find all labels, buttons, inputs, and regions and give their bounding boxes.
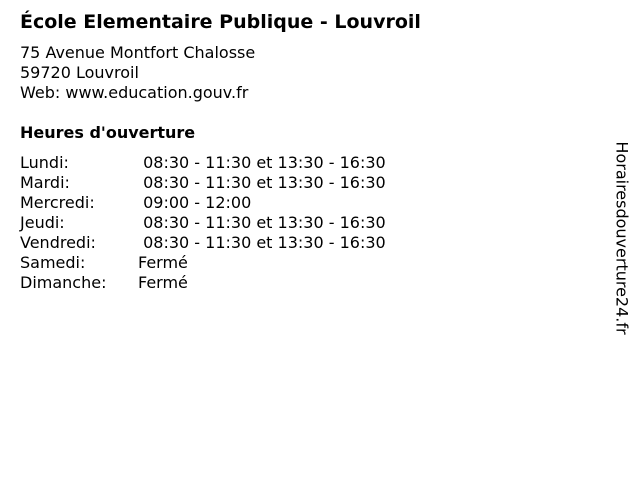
hours-row-lundi	[20, 153, 386, 173]
time-value: 08:30 - 11:30 et 13:30 - 16:30	[138, 153, 386, 172]
hours-row-samedi	[20, 253, 386, 273]
time-value: 08:30 - 11:30 et 13:30 - 16:30	[138, 213, 386, 232]
hours-row-mercredi	[20, 193, 386, 213]
day-label: Jeudi:	[20, 213, 65, 232]
hours-row-vendredi	[20, 233, 386, 253]
day-label: Mercredi:	[20, 193, 95, 212]
day-label: Lundi:	[20, 153, 69, 172]
street-address: 75 Avenue Montfort Chalosse	[20, 43, 256, 62]
day-label: Mardi:	[20, 173, 70, 192]
hours-row-dimanche	[20, 273, 386, 293]
address-block	[20, 43, 255, 103]
time-value: Fermé	[138, 273, 188, 292]
website-link[interactable]: Web: www.education.gouv.fr	[20, 83, 249, 102]
time-value: 09:00 - 12:00	[138, 193, 252, 212]
time-value: 08:30 - 11:30 et 13:30 - 16:30	[138, 173, 386, 192]
city-address: 59720 Louvroil	[20, 63, 139, 82]
hours-row-mardi	[20, 173, 386, 193]
day-label: Samedi:	[20, 253, 86, 272]
hours-row-jeudi	[20, 213, 386, 233]
watermark	[610, 133, 634, 343]
opening-hours-heading: Heures d'ouverture	[20, 123, 196, 142]
page-title: École Elementaire Publique - Louvroil	[20, 11, 421, 33]
day-label: Dimanche:	[20, 273, 107, 292]
time-value: Fermé	[138, 253, 188, 272]
opening-hours-table	[20, 153, 386, 293]
watermark-text: Horairesdouverture24.fr	[613, 141, 633, 335]
day-label: Vendredi:	[20, 233, 96, 252]
time-value: 08:30 - 11:30 et 13:30 - 16:30	[138, 233, 386, 252]
